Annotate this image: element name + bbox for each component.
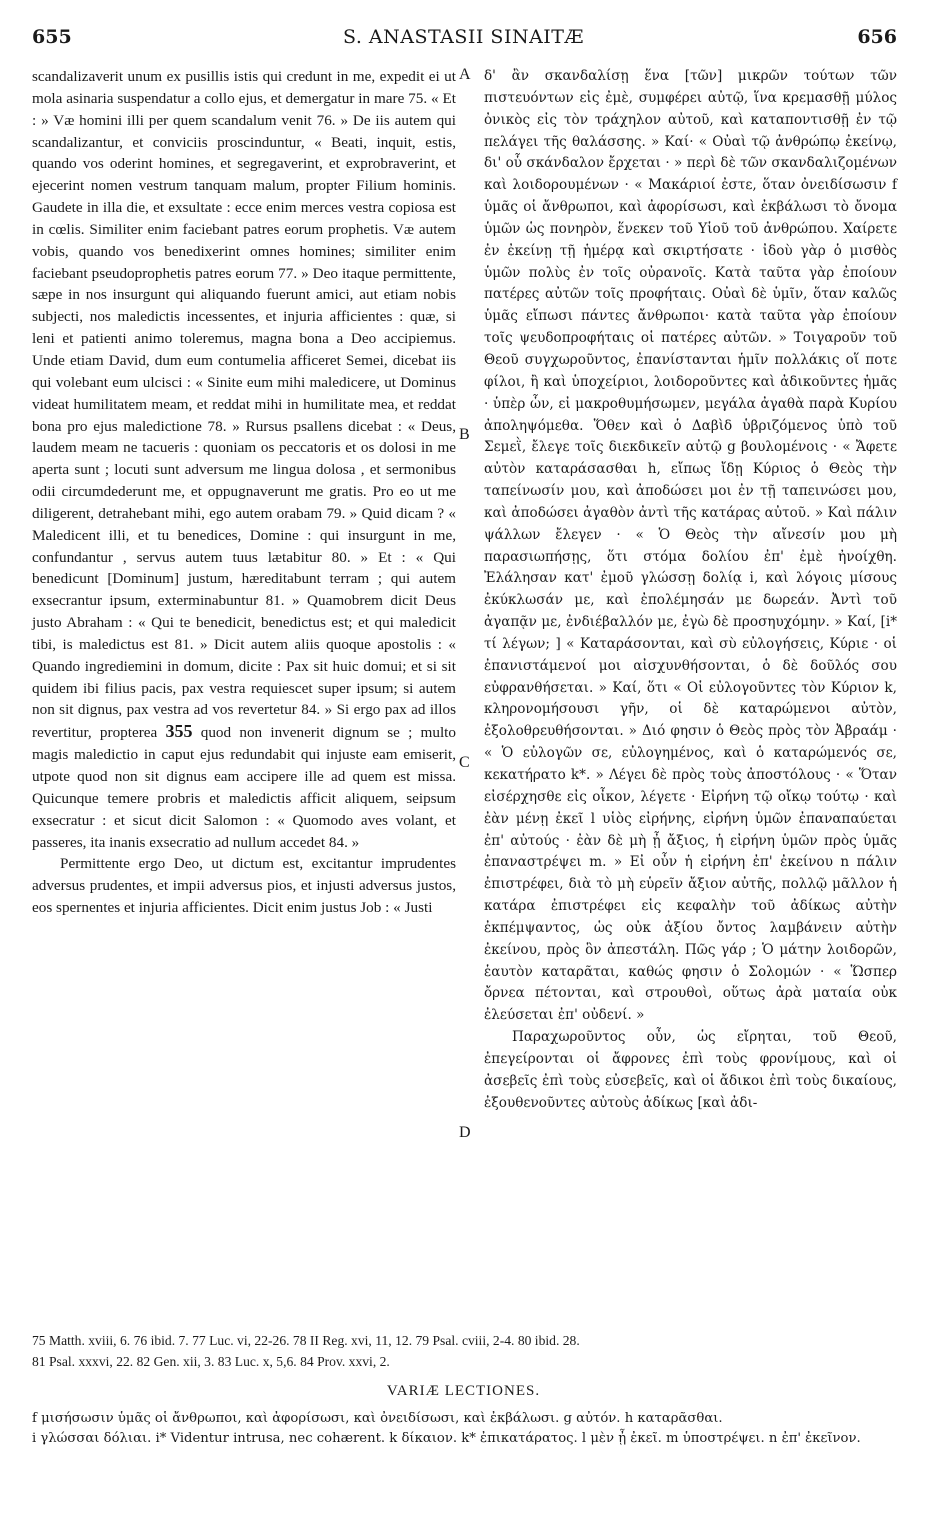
variae-lectiones-title: VARIÆ LECTIONES. <box>386 1383 541 1399</box>
right-page-number: 656 <box>857 26 897 48</box>
variae-lectiones <box>32 1409 900 1448</box>
footnotes <box>32 1330 900 1372</box>
column-number: 355 <box>165 721 193 742</box>
margin-marker-b: B <box>459 426 470 443</box>
margin-marker-d: D <box>459 1124 471 1141</box>
running-title: S. ANASTASII SINAITÆ <box>343 26 584 48</box>
page-header <box>0 26 927 60</box>
greek-column <box>484 66 897 1115</box>
latin-column <box>32 66 456 919</box>
variant-line: f μισήσωσιν ὑμᾶς οἱ ἄνθρωποι, καὶ ἀφορίσωσι, καὶ ὀνειδίσωσι, καὶ ἐκβάλωσι. g αὐτόν. h καταρᾶσθαι. <box>32 1411 723 1426</box>
latin-text-part-1: scandalizaverit unum ex pusillis istis qui credunt in me, expedit ei ut mola asinaria suspendatur a collo ejus, et demergatur in mare 75. « Et : » Væ homini illi per quem scandalum venit 76. » De iis autem qui scandalizantur, et conviciis proscinduntur, « Beati, inquit, estis, quando vos oderint homines, et segregaverint, et exprobraverint, et ejecerint nomen vestrum tanquam malum, propter Filium hominis. Gaudete in illa die, et exsultate : ecce enim merces vestra copiosa est in cœlis. Similiter enim faciebant patres eorum prophetis. Væ autem vobis, quando vos benedixerint omnes homines; similiter enim faciebant pseudoprophetis patres eorum 77. » Deo itaque permittente, sæpe in nos insurgunt qui aliquando fuerunt amici, aut etiam nobis subjecti, nos maledictis incessentes, et injuria afficientes : quæ, si leni et patienti animo toleremus, magna bona a Deo accipiemus. Unde etiam David, dum eum contumelia afficeret Semei, dicebat iis qui volebant eum ulcisci : « Sinite eum mihi maledicere, ut Dominus videat humilitatem meam, et reddat mihi in humilitate mea, et reddat bona pro ejus maledictione 78. » Rursus psallens dicebat : « Deus, laudem meam ne tacueris : quoniam os peccatoris et os dolosi in me aperta sunt ; locuti sunt adversum me lingua dolosa , et sermonibus odii circumdederunt me, et oppugnaverunt me gratis. Pro eo ut me diligerent, detrahebant mihi, ego autem orabam 79. » Quid dicam ? « Maledicent illi, et tu benedices, Domine : qui insurgunt in me, confundantur , servus autem tuus lætabitur 80. » Et : « Qui benedicunt [Dominum] justum, hæreditabunt terram ; qui autem exsecrantur ipsum, exterminabuntur 81. » Quamobrem dicit Deus justo Abraham : « Qui te benedicit, benedictus est; et qui maledicit tibi, is maledictus est 81. » Dicit autem aliis quoque apostolis : « Quando ingrediemini in domum, dicite : Pax sit huic domui; et si sit quidem ibi filius pacis, pax vestra requiescet super ipsum; si autem non sit dignus, pax vestra ad vos revertetur 84. » Si ergo pax ad illos revertitur, propterea <box>32 68 456 742</box>
margin-marker-c: C <box>459 754 470 771</box>
greek-paragraph-2: Παραχωροῦντος οὖν, ὡς εἴρηται, τοῦ Θεοῦ, ἐπεγείρονται οἱ ἄφρονες ἐπὶ τοὺς φρονίμους, καὶ οἱ ἀσεβεῖς ἐπὶ τοὺς εὐσεβεῖς, καὶ οἱ ἄδικοι ἐπὶ τοὺς δικαίους, ἐξουθενοῦντες αὐτοὺς ἀδίκως [καὶ ἀδι- <box>484 1029 897 1111</box>
latin-paragraph-2: Permittente ergo Deo, ut dictum est, excitantur imprudentes adversus prudentes, et impii adversus pios, et injusti adversus justos, eos spernentes et injuria afficientes. Dicit enim justus Job : « Justi <box>32 855 456 917</box>
variant-line: i γλώσσαι δόλιαι. i* Videntur intrusa, nec cohærent. k δίκαιον. k* ἐπικατάρατος. l μὲν ᾖ ἐκεῖ. m ὑποστρέψει. n ἐπ' ἐκεῖνον. <box>32 1430 861 1446</box>
margin-marker-a: A <box>459 66 471 83</box>
footnote-line: 81 Psal. xxxvi, 22. 82 Gen. xii, 3. 83 Luc. x, 5,6. 84 Prov. xxvi, 2. <box>32 1354 390 1369</box>
left-page-number: 655 <box>32 26 72 48</box>
latin-paragraph-1 <box>32 66 456 853</box>
greek-paragraph-1: δ' ἂν σκανδαλίσῃ ἕνα [τῶν] μικρῶν τούτων τῶν πιστευόντων εἰς ἐμὲ, συμφέρει αὐτῷ, ἵνα κρεμασθῇ μύλος ὀνικὸς εἰς τὸν τράχηλον αὐτοῦ, καὶ καταποντισθῇ ἐν τῷ πελάγει τῆς θαλάσσης. » Καί· « Οὐαὶ τῷ ἀνθρώπῳ ἐκείνῳ, δι' οὗ σκάνδαλον ἔρχεται · » περὶ δὲ τῶν σκανδαλιζομένων καὶ λοιδορουμένων · « Μακάριοί ἐστε, ὅταν ὀνειδίσωσιν f ὑμᾶς οἱ ἄνθρωποι, καὶ ἀφορίσωσι, καὶ ἐκβάλωσι τὸ ὄνομα ὑμῶν ὡς πονηρὸν, ἕνεκεν τοῦ Υἱοῦ τοῦ ἀνθρώπου. Χαίρετε ἐν ἐκείνῃ τῇ ἡμέρᾳ καὶ σκιρτήσατε · ἰδοὺ γὰρ ὁ μισθὸς ὑμῶν πολὺς ἐν τοῖς οὐρανοῖς. Κατὰ ταῦτα γὰρ ἐποίουν πατέρες αὐτῶν τοῖς προφήταις. Οὐαὶ δὲ ὑμῖν, ὅταν καλῶς ὑμᾶς εἴπωσι πάντες ἄνθρωποι· κατὰ ταῦτα γὰρ ἐποίουν τοῖς ψευδοπροφήταις οἱ πατέρες αὐτῶν. » Τοιγαροῦν τοῦ Θεοῦ συγχωροῦντος, ἐπανίστανται ἡμῖν πολλάκις οἵ ποτε φίλοι, ἢ καὶ ὑποχείριοι, λοιδοροῦντες καὶ ἀδικοῦντες ἡμᾶς · ὑπὲρ ὧν, εἰ μακροθυμήσωμεν, μεγάλα ἀγαθὰ παρὰ Κυρίου ἀποληψόμεθα. Ὅθεν καὶ ὁ Δαβὶδ ὑβριζόμενος ὑπὸ τοῦ Σεμεῒ, ἔλεγε τοῖς διεκδικεῖν αὐτῷ g βουλομένοις · « Ἄφετε αὐτὸν καταράσασθαι h, εἴπως ἴδῃ Κύριος ὁ Θεὸς τὴν ταπείνωσίν μου, καὶ ἀποδώσει μοι ἐν τῇ ταπεινώσει μου, καὶ ἀποδώσει ἀγαθὸν ἀντὶ τῆς κατάρας αὐτοῦ. » Καὶ πάλιν ψάλλων ἔλεγεν · « Ὁ Θεὸς τὴν αἴνεσίν μου μὴ παρασιωπήσῃς, ὅτι στόμα δολίου ἐπ' ἐμὲ ἠνοίχθη. Ἐλάλησαν κατ' ἐμοῦ γλώσσῃ δολίᾳ i, καὶ λόγοις μίσους ἐκύκλωσάν με, καὶ ἐπολέμησάν με δωρεάν. Ἀντὶ τοῦ ἀγαπᾷν με, ἐνδιέβαλλόν με, ἐγὼ δὲ προσηυχόμην. » Καί, [i* τί λέγων; ] « Καταράσονται, καὶ σὺ εὐλογήσεις, Κύριε · οἱ ἐπανιστάμενοί μοι αἰσχυνθήσονται, ὁ δὲ δοῦλός σου εὐφρανθήσεται. » Καί, ὅτι « Οἱ εὐλογοῦντες τὸν Κύριον k, κληρονομήσουσι γῆν, οἱ δὲ καταρώμενοι αὐτὸν, ἐξολοθρευθήσονται. » Διό φησιν ὁ Θεὸς πρὸς τὸν Ἀβραάμ · « Ὁ εὐλογῶν σε, εὐλογημένος, καὶ ὁ καταρώμενός σε, κεκατήρατο k*. » Λέγει δὲ πρὸς τοὺς ἀποστόλους · « Ὅταν εἰσέρχησθε εἰς οἶκον, λέγετε · Εἰρήνη τῷ οἴκῳ τούτῳ · καὶ ἐὰν μένῃ ἐκεῖ l υἱὸς εἰρήνης, εἰρήνη ὑμῶν ἐπαναπαύεται ἐπ' αὐτούς · ἐὰν δὲ μὴ ᾖ ἄξιος, ἡ εἰρήνη ὑμῶν πρὸς ὑμᾶς ἐπαναστρέψει m. » Εἰ οὖν ἡ εἰρήνη ἐπ' ἐκείνου n πάλιν ἐπιστρέφει, διὰ τὸ μὴ εὑρεῖν ἄξιον αὐτῆς, πολλῷ μᾶλλον ἡ κατάρα ἐπιστρέφει εἰς κεφαλὴν τοῦ ἀδίκως αὐτὴν ἐκπέμψαντος, ὡς οὐκ ἀξίου ὄντος λαμβάνειν αὐτὴν ἐκείνου, πρὸς ὃν ἀπεστάλη. Πῶς γάρ ; Ὁ μάτην λοιδορῶν, ἑαυτὸν καταρᾶται, καθώς φησιν ὁ Σολομών · « Ὥσπερ ὄρνεα πέτονται, καὶ στρουθοὶ, οὕτως ἀρὰ ματαία οὐκ ἐλεύσεται ἐπ' οὐδενί. » <box>484 68 897 1024</box>
latin-text-part-2: quod non invenerit dignum se ; multo magis maledictio in caput ejus redundabit qui injuste eam emiserit, utpote quod non sit dignus eam accipere ille ad quem est missa. Quicunque temere probris et maledictis afficit aliquem, seipsum exsecratur : et sicut dicit Salomon : « Quomodo aves volant, et passeres, ita inanis exsecratio ad nullum accedet 84. » <box>32 724 456 851</box>
footnote-line: 75 Matth. xviii, 6. 76 ibid. 7. 77 Luc. vi, 22-26. 78 II Reg. xvi, 11, 12. 79 Psal. cviii, 2-4. 80 ibid. 28. <box>32 1333 580 1348</box>
